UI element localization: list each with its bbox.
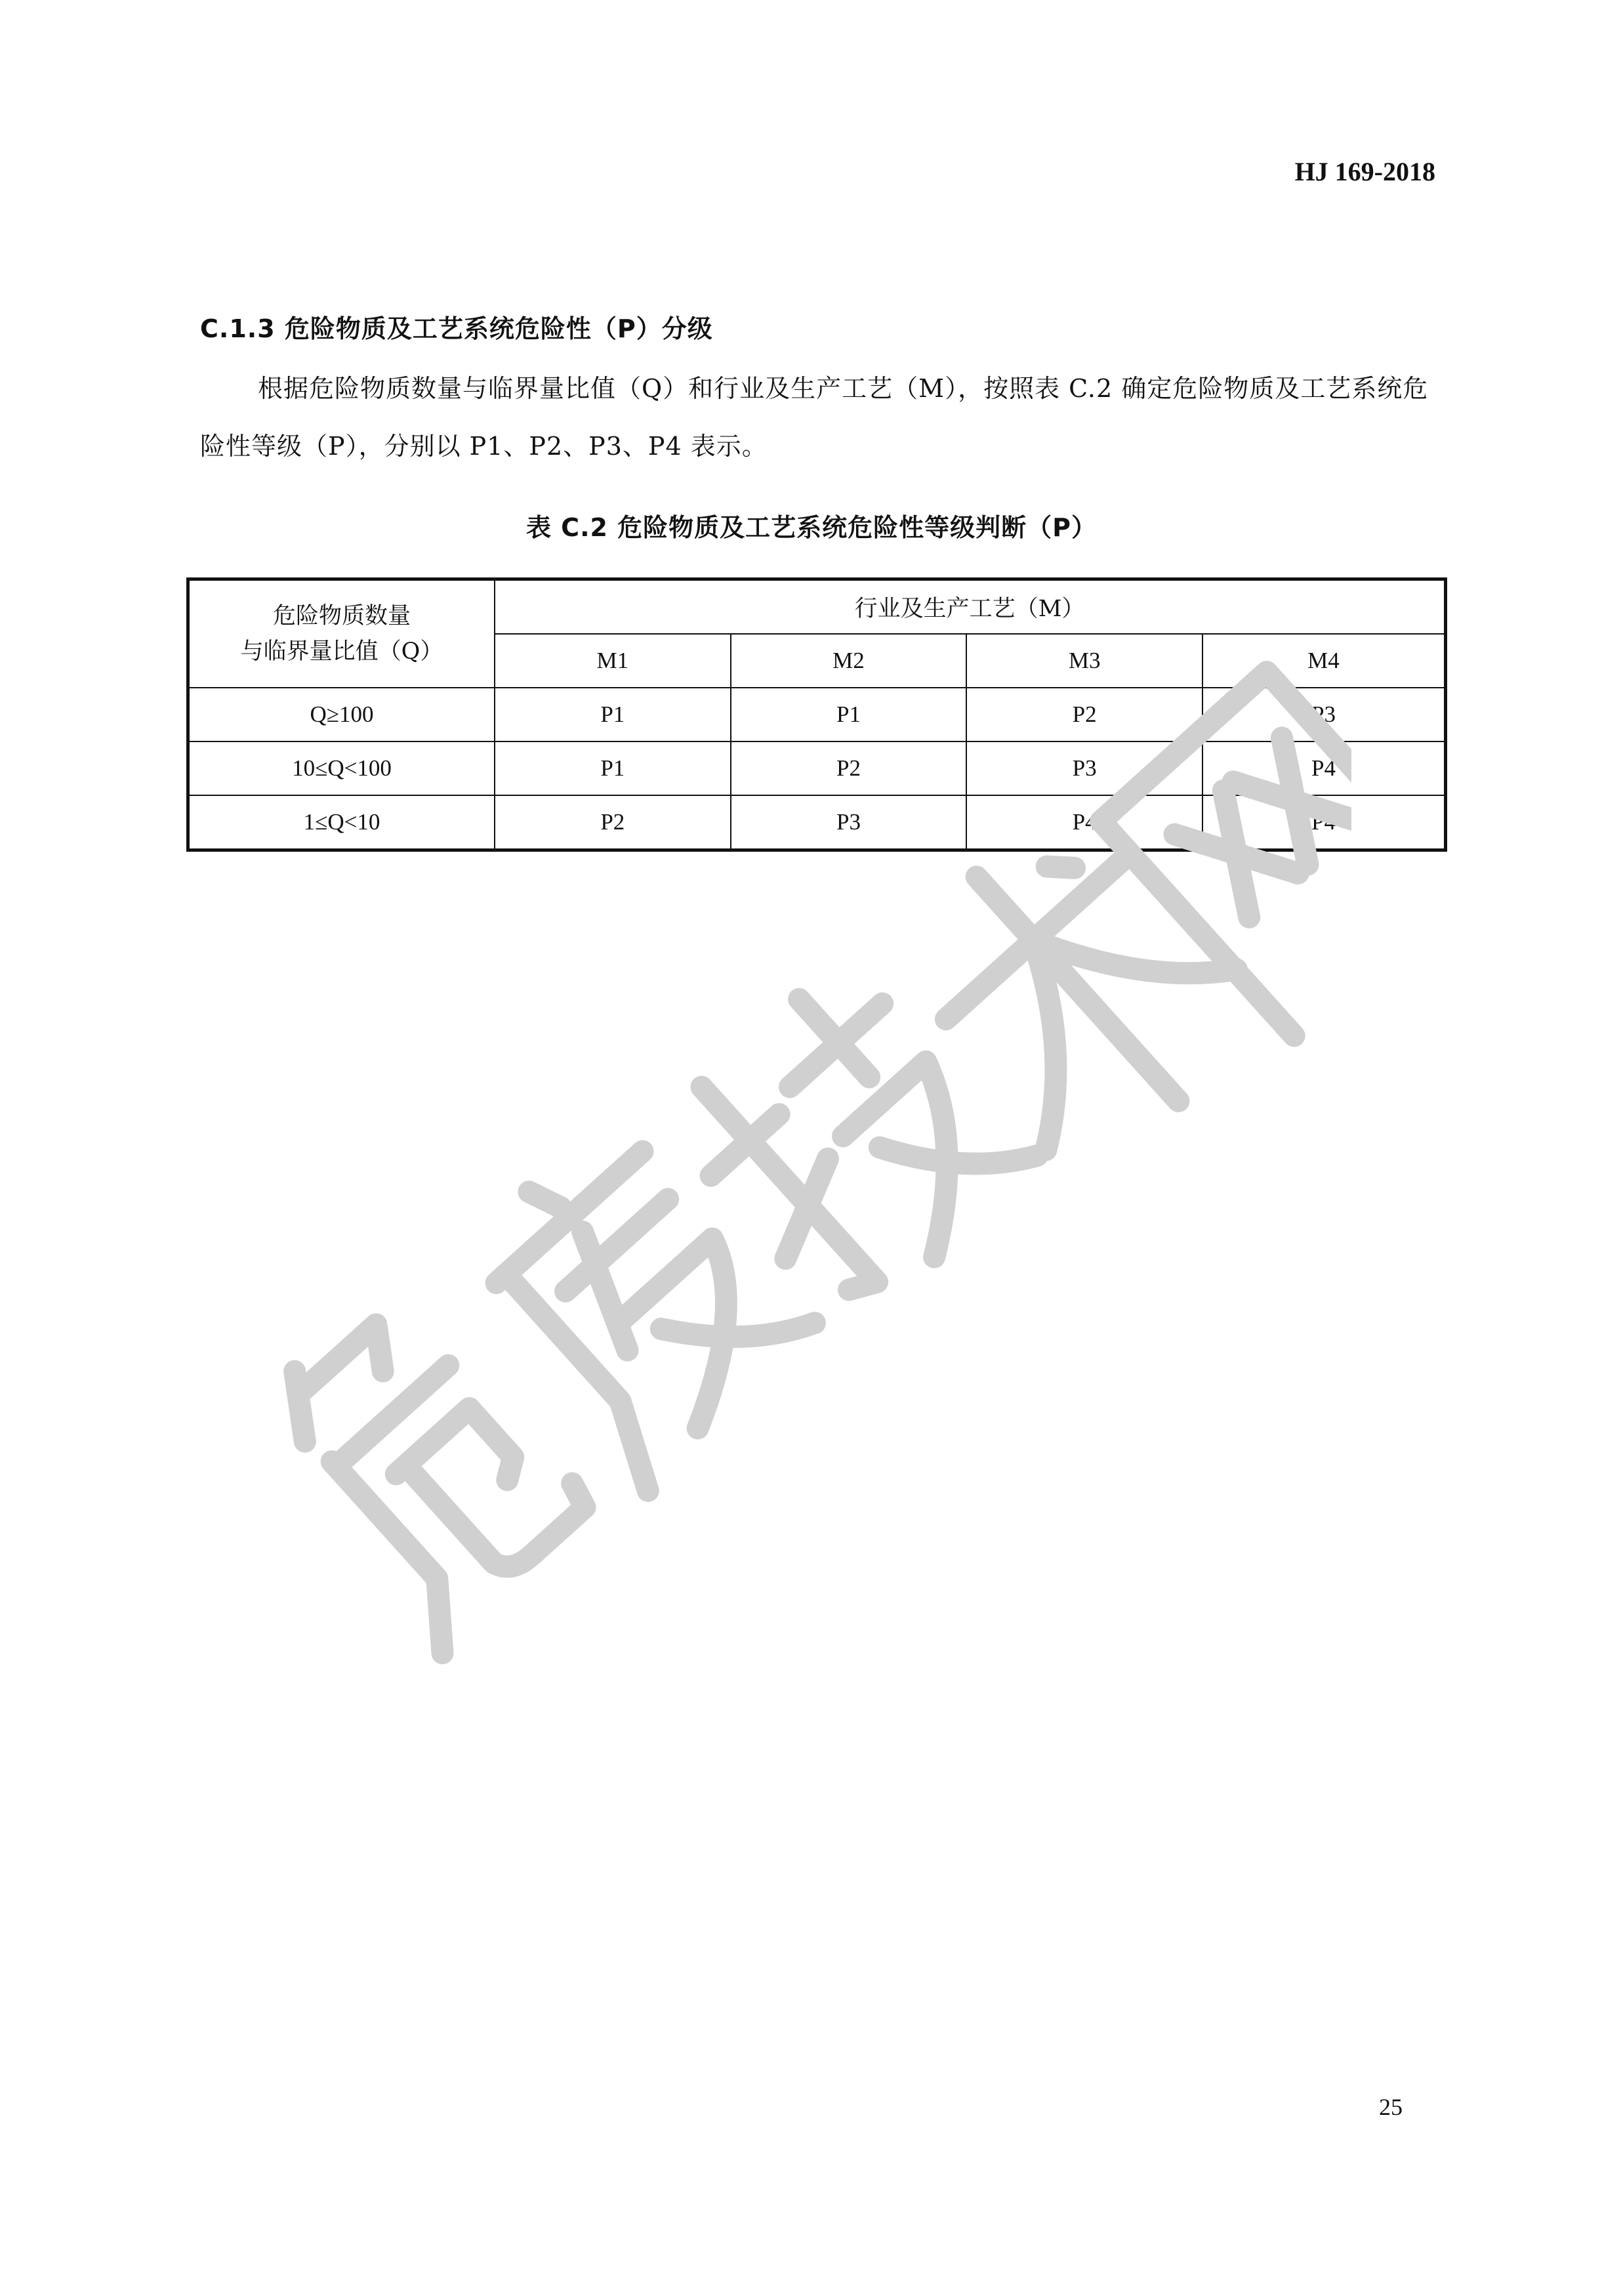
table-row — [188, 795, 1446, 850]
q-ratio-header — [188, 579, 495, 688]
table-row — [188, 741, 1446, 795]
q-ratio-header-line2: 与临界量比值（Q） — [240, 638, 443, 665]
q-ratio-header-line1: 危险物质数量 — [272, 603, 411, 629]
grade-cell: P2 — [731, 741, 967, 795]
table-header-row — [188, 579, 1446, 635]
column-header-m2: M2 — [731, 634, 967, 688]
grade-cell: P4 — [1202, 741, 1446, 795]
grade-cell: P4 — [1202, 795, 1446, 850]
page-number: 25 — [1379, 2094, 1403, 2120]
column-header-m4: M4 — [1202, 634, 1446, 688]
grade-cell: P1 — [495, 741, 731, 795]
column-header-m3: M3 — [966, 634, 1202, 688]
grade-cell: P4 — [966, 795, 1202, 850]
grade-cell: P3 — [1202, 688, 1446, 741]
grade-cell: P3 — [966, 741, 1202, 795]
process-header: 行业及生产工艺（M） — [495, 579, 1446, 635]
grade-cell: P1 — [731, 688, 967, 741]
section-heading: C.1.3 危险物质及工艺系统危险性（P）分级 — [200, 314, 713, 343]
grade-cell: P3 — [731, 795, 967, 850]
hazard-grade-table — [186, 577, 1447, 852]
column-header-m1: M1 — [495, 634, 731, 688]
q-range-cell: 10≤Q<100 — [188, 741, 495, 795]
q-range-cell: 1≤Q<10 — [188, 795, 495, 850]
grade-cell: P2 — [966, 688, 1202, 741]
q-range-cell: Q≥100 — [188, 688, 495, 741]
grade-cell: P2 — [495, 795, 731, 850]
grade-cell: P1 — [495, 688, 731, 741]
document-code: HJ 169-2018 — [1294, 157, 1435, 186]
table-caption: 表 C.2 危险物质及工艺系统危险性等级判断（P） — [525, 513, 1098, 542]
body-paragraph: 根据危险物质数量与临界量比值（Q）和行业及生产工艺（M），按照表 C.2 确定危险物质及工艺系统危险性等级（P），分别以 P1、P2、P3、P4 表示。 — [200, 374, 1429, 461]
table-row — [188, 688, 1446, 741]
